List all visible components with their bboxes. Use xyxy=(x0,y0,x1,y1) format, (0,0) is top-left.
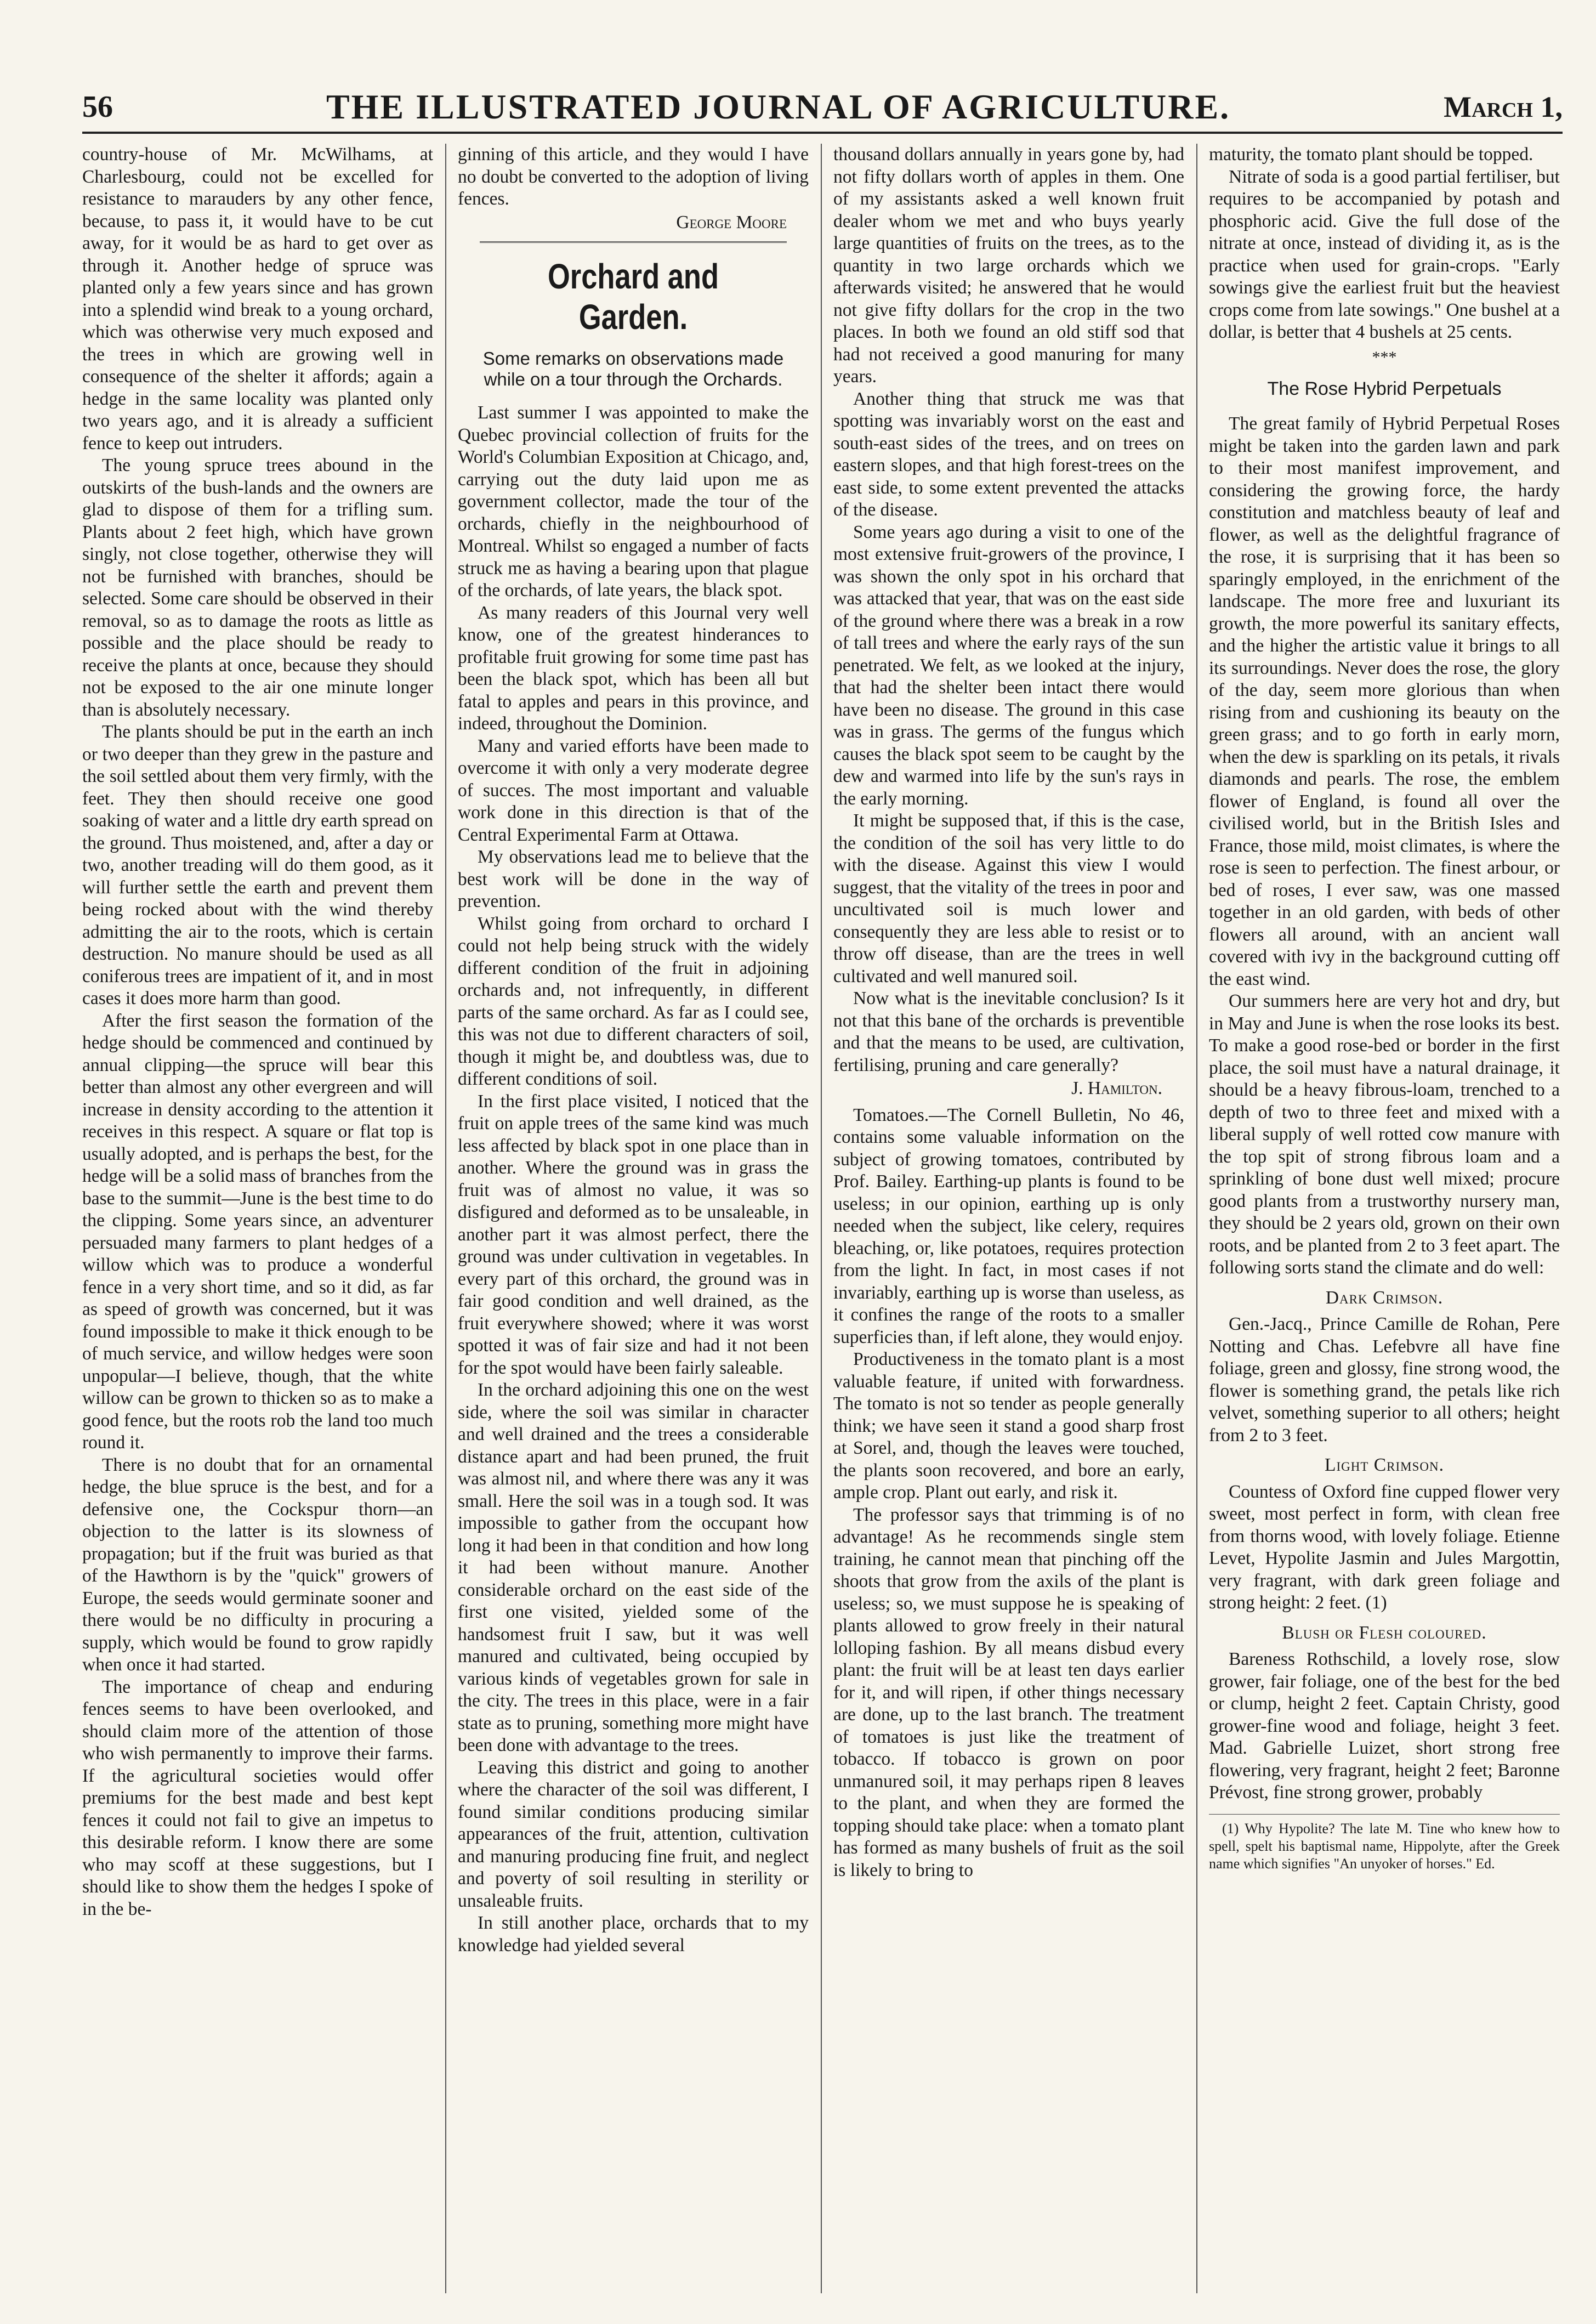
paragraph: There is no doubt that for an ornamental hedge, the blue spruce is the best, and for a defensive one, the Cockspur thorn—an objection to the latter is its slowness of propagation; but if the fruit was buried as that of the Hawthorn is by the "quick" growers of Europe, the seeds would germinate sooner and there would be no difficulty in procuring a supply, which would be found to grow rapidly when once it had started. xyxy=(82,1454,433,1675)
column-divider xyxy=(445,144,446,2293)
paragraph: thousand dollars annually in years gone by, had not fifty dollars worth of apples in them. One of my assistants asked a well known fruit dealer whom we met and who buys yearly large quantities of fruits on the trees, as to the quantity in two large orchards which we afterwards visited; he answered that he would not give fifty dollars for the crop in the two places. In both we found an old stiff sod that had not received a good manuring for many years. xyxy=(833,144,1184,387)
paragraph: The importance of cheap and enduring fences seems to have been overlooked, and should claim more of the attention of those who wish permanently to improve their farms. If the agricultural societies would offer premiums for the best made and best kept fences it could not fail to give an impetus to this desirable reform. I know there are some who may scoff at these suggestions, but I should like to show them the hedges I spoke of in the be- xyxy=(82,1676,433,1919)
column-2 xyxy=(458,144,809,2293)
subheading-light-crimson: Light Crimson. xyxy=(1325,1455,1444,1475)
footnote xyxy=(1209,1814,1560,1873)
paragraph: Many and varied efforts have been made to overcome it with only a very moderate degree of succes. The most important and valuable work done in this direction is that of the Central Experimental Farm at Ottawa. xyxy=(458,735,809,845)
paragraph: Leaving this district and going to another where the character of the soil was different, I found similar conditions producing similar appearances of the fruit, attention, cultivation and manuring producing fine fruit, and neglect and poverty of soil resulting in sterility or unsaleable fruits. xyxy=(458,1757,809,1911)
paragraph: maturity, the tomato plant should be topped. xyxy=(1209,144,1533,165)
paragraph: In the first place visited, I noticed that the fruit on apple trees of the same kind was much less affected by black spot in one place than in another. Where the ground was in grass the fruit was of almost no value, it was so disfigured and deformed as to be unsaleable, in another part it was almost perfect, there the ground was under cultivation in vegetables. In every part of this orchard, the ground was in fair good condition and well drained, as the fruit everywhere showed; where it was worst spotted it was of fair size and had it not been for the spot would have been fairly saleable. xyxy=(458,1091,809,1378)
column-1 xyxy=(82,144,433,2293)
column-divider xyxy=(821,144,822,2293)
paragraph: The plants should be put in the earth an inch or two deeper than they grew in the pasture and the soil settled about them very firmly, with the feet. They then should receive one good soaking of water and a little dry earth spread on the ground. Thus moistened, and, after a day or two, another treading will do them good, as it will further settle the earth and prevent them being rocked about with the wind thereby admitting the air to the roots, which is certain destruction. No manure should be used as all coniferous trees are impatient of it, and in most cases it does more harm than good. xyxy=(82,722,433,1008)
subheading-blush: Blush or Flesh coloured. xyxy=(1282,1622,1487,1643)
paragraph: Last summer I was appointed to make the Quebec provincial collection of fruits for the World's Columbian Exposition at Chicago, and, carrying out the duty laid upon me as government collector, made the tour of the orchards, chiefly in the neighbourhood of Montreal. Whilst so engaged a number of facts struck me as having a bearing upon that plague of the orchards, of late years, the black spot. xyxy=(458,403,809,600)
paragraph: The great family of Hybrid Perpetual Roses might be taken into the garden lawn and park to their most manifest improvement, and considering the growing force, the hardy constitution and matchless beauty of leaf and flower, as well as the delightful fragrance of the rose, it is surprising that it has been so sparingly employed, in the enrichment of the landscape. The more free and luxuriant its growth, the more powerful its sanitary effects, and the higher the artistic value it brings to all its surroundings. Never does the rose, the glory of the day, seem more glorious than when rising from and cushioning its beauty on the green grass; and to go forth in early morn, when the dew is sparkling on its petals, it rivals diamonds and pearls. The rose, the emblem flower of England, is found all over the civilised world, but in the British Isles and France, those mild, moist climates, is where the rose is seen to perfection. The finest arbour, or bed of roses, I ever saw, was one massed together in an old garden, with beds of other flowers all around, with an ancient wall covered with ivy in the background cutting off the east wind. xyxy=(1209,413,1560,989)
journal-title: THE ILLUSTRATED JOURNAL OF AGRICULTURE. xyxy=(326,87,1231,126)
paragraph: The young spruce trees abound in the outskirts of the bush-lands and the owners are glad to dispose of them for a trifling sum. Plants about 2 feet high, which have grown singly, not close together, otherwise they will not be furnished with branches, should be selected. Some care should be observed in their removal, so as to damage the roots as little as possible and the place should be ready to receive the plants at once, because they should not be exposed to the air one minute longer than is absolutely necessary. xyxy=(82,455,433,720)
article-title: The Rose Hybrid Perpetuals xyxy=(1267,378,1502,399)
paragraph: Bareness Rothschild, a lovely rose, slow grower, fair foliage, one of the best for the bed or clump, height 2 feet. Captain Christy, good grower-fine wood and foliage, height 3 feet. Mad. Gabrielle Luizet, short strong free flowering, very fragrant, height 2 feet; Baronne Prévost, fine strong grower, probably xyxy=(1209,1649,1560,1802)
paragraph: Another thing that struck me was that spotting was invariably worst on the east and south-east sides of the trees, and on trees on eastern slopes, and that high forest-trees on the east side, to some extent prevented the attacks of the disease. xyxy=(833,388,1184,520)
paragraph: In the orchard adjoining this one on the west side, where the soil was similar in character and well drained and the trees a considerable distance apart and had been pruned, the fruit was almost nil, and where there was any it was small. Here the soil was in a tough sod. It was impossible to gather from the occupant how long it had been in that condition and how long it had been without manure. Another considerable orchard on the east side of the first one visited, yielded some of the handsomest fruit I saw, but it was well manured and cultivated, being occupied by various kinds of vegetables grown for sale in the city. The trees in this place, were in a fair state as to pruning, something more might have been done with advantage to the trees. xyxy=(458,1380,809,1755)
paragraph: Whilst going from orchard to orchard I could not help being struck with the widely different condition of the fruit in adjoining orchards and, not infrequently, in different parts of the same orchard. As far as I could see, this was not due to different characters of soil, though it might be, and doubtless was, due to different conditions of soil. xyxy=(458,913,809,1089)
paragraph: As many readers of this Journal very well know, one of the greatest hinderances to profitable fruit growing for some time past has been the black spot, which has been all but fatal to apples and pears in this province, and indeed, throughout the Dominion. xyxy=(458,602,809,734)
paragraph: Productiveness in the tomato plant is a most valuable feature, if united with forwardness. The tomato is not so tender as people generally think; we have seen it stand a good sharp frost at Sorel, and, though the leaves were touched, the plants soon recovered, and bore an early, ample crop. Plant out early, and risk it. xyxy=(833,1349,1184,1503)
section-divider xyxy=(480,241,787,243)
paragraph: Countess of Oxford fine cupped flower very sweet, most perfect in form, with clean free from thorns wood, with lovely foliage. Etienne Levet, Hypolite Jasmin and Jules Margottin, very fragrant, with dark green foliage and strong height: 2 feet. (1) xyxy=(1209,1481,1560,1613)
page-header xyxy=(82,82,1563,134)
footnote-text: (1) Why Hypolite? The late M. Tine who knew how to spell, spelt his baptismal name, Hippolyte, after the Greek name which signifies "An unyoker of horses." Ed. xyxy=(1209,1820,1560,1872)
article-columns xyxy=(82,144,1563,2293)
paragraph: country-house of Mr. McWilhams, at Charlesbourg, could not be excelled for resistance to marauders by any other fence, because, to pass it, it would have to be cut away, for it would be as hard to get over as through it. Another hedge of spruce was planted only a few years since and has grown into a splendid wind break to a young orchard, which was otherwise very much exposed and the trees in which are growing well in consequence of the shelter it affords; again a hedge in the same locality was planted only two years ago, and it is already a sufficient fence to keep out intruders. xyxy=(82,144,433,454)
paragraph: Nitrate of soda is a good partial fertiliser, but requires to be accompanied by potash and phosphoric acid. Give the full dose of the nitrate at once, instead of dividing it, as is the practice when used for grain-crops. "Early sowings give the earliest fruit but the heaviest crops come from late sowings." One bushel at a dollar, is better that 4 bushels at 25 cents. xyxy=(1209,166,1560,342)
paragraph: It might be supposed that, if this is the case, the condition of the soil has very little to do with the disease. Against this view I would suggest, that the vitality of the trees in poor and uncultivated soil is much lower and consequently they are less able to resist or to throw off disease, than are the trees in well cultivated and well manured soil. xyxy=(833,810,1184,987)
column-4 xyxy=(1209,144,1560,2293)
author-signature: J. Hamilton. xyxy=(1071,1078,1162,1098)
paragraph: Our summers here are very hot and dry, but in May and June is when the rose looks its best. To make a good rose-bed or border in the first place, the soil must have a natural drainage, it should be a heavy fibrous-loam, trenched to a depth of two to three feet and mixed with a liberal supply of well rotted cow manure with the top spit of strong fibrous loam and a sprinkling of bone dust well mixed; procure good plants from a trustworthy nursery man, they should be 2 years old, grown on their own roots, and be planted from 2 to 3 feet apart. The following sorts stand the climate and do well: xyxy=(1209,991,1560,1278)
column-divider xyxy=(1196,144,1197,2293)
paragraph: My observations lead me to believe that the best work will be done in the way of prevention. xyxy=(458,847,809,911)
subheading-dark-crimson: Dark Crimson. xyxy=(1325,1287,1444,1308)
paragraph: The professor says that trimming is of no advantage! As he recommends single stem training, he cannot mean that pinching off the shoots that grow from the axils of the plant is useless; so, we must suppose he is speaking of plants allowed to grow freely in their natural lolloping fashion. By all means disbud every plant: the fruit will be at least ten days earlier for it, and will ripen, if other things necessary are done, up to the last branch. The treatment of tomatoes is just like the treatment of tobacco. If tobacco is grown on poor unmanured soil, it may perhaps ripen 8 leaves to the plant, and when they are formed the topping should take place: when a tomato plant has formed as many bushels of fruit as the soil is likely to bring to xyxy=(833,1504,1184,1880)
paragraph: Some years ago during a visit to one of the most extensive fruit-growers of the province, I was shown the only spot in his orchard that was attacked that year, that was on the east side of the ground where there was a break in a row of tall trees and where the early rays of the sun penetrated. We felt, as we looked at the injury, that had the shelter been intact there would have been no disease. The ground in this case was in grass. The germs of the fungus which causes the black spot seem to be caught by the dew and warmed into life by the sun's rays in the early morning. xyxy=(833,522,1184,809)
section-title: Orchard and Garden. xyxy=(547,257,719,337)
column-3 xyxy=(833,144,1184,2293)
paragraph: Gen.-Jacq., Prince Camille de Rohan, Pere Notting and Chas. Lefebvre all have fine foliage, green and glossy, fine strong wood, the flower is something grand, the petals like rich velvet, something superior to all others; height from 2 to 3 feet. xyxy=(1209,1314,1560,1446)
paragraph: Tomatoes.—The Cornell Bulletin, No 46, contains some valuable information on the subject of growing tomatoes, contributed by Prof. Bailey. Earthing-up plants is found to be useless; in our opinion, earthing up is only needed when the subject, like celery, requires bleaching, or, like potatoes, requires protection from the light. In fact, in most cases if not invariably, earthing up is worse than useless, as it confines the range of the roots to a smaller superficies than, if left alone, they would enjoy. xyxy=(833,1104,1184,1347)
author-signature: George Moore xyxy=(676,212,787,233)
section-ornament: *** xyxy=(1372,348,1397,366)
paragraph: After the first season the formation of the hedge should be commenced and continued by annual clipping—the spruce will bear this better than almost any other evergreen and will increase in density according to the attention it receives in this respect. A square or flat top is usually adopted, and is perhaps the best, for the hedge will be a solid mass of branches from the base to the summit—June is the best time to do the clipping. Some years since, an adventurer persuaded many farmers to plant hedges of a willow which was to produce a wonderful fence in a very short time, and so it did, as far as speed of growth was concerned, but it was found impossible to make it thick enough to be of much service, and willow hedges were soon unpopular—I believe, though, that the white willow can be grown to thicken so as to make a good fence, but the roots rob the land too much round it. xyxy=(82,1010,433,1453)
issue-date: March 1, xyxy=(1444,90,1563,123)
newspaper-page xyxy=(82,82,1563,2298)
paragraph: In still another place, orchards that to my knowledge had yielded several xyxy=(458,1913,809,1955)
paragraph: Now what is the inevitable conclusion? Is it not that this bane of the orchards is preventible and that the means to be used, are cultivation, fertilising, pruning and care generally? xyxy=(833,988,1184,1075)
page-number: 56 xyxy=(82,90,113,124)
article-subheading: Some remarks on observations made while on a tour through the Orchards. xyxy=(482,348,784,389)
paragraph: ginning of this article, and they would I have no doubt be converted to the adoption of living fences. xyxy=(458,144,809,209)
